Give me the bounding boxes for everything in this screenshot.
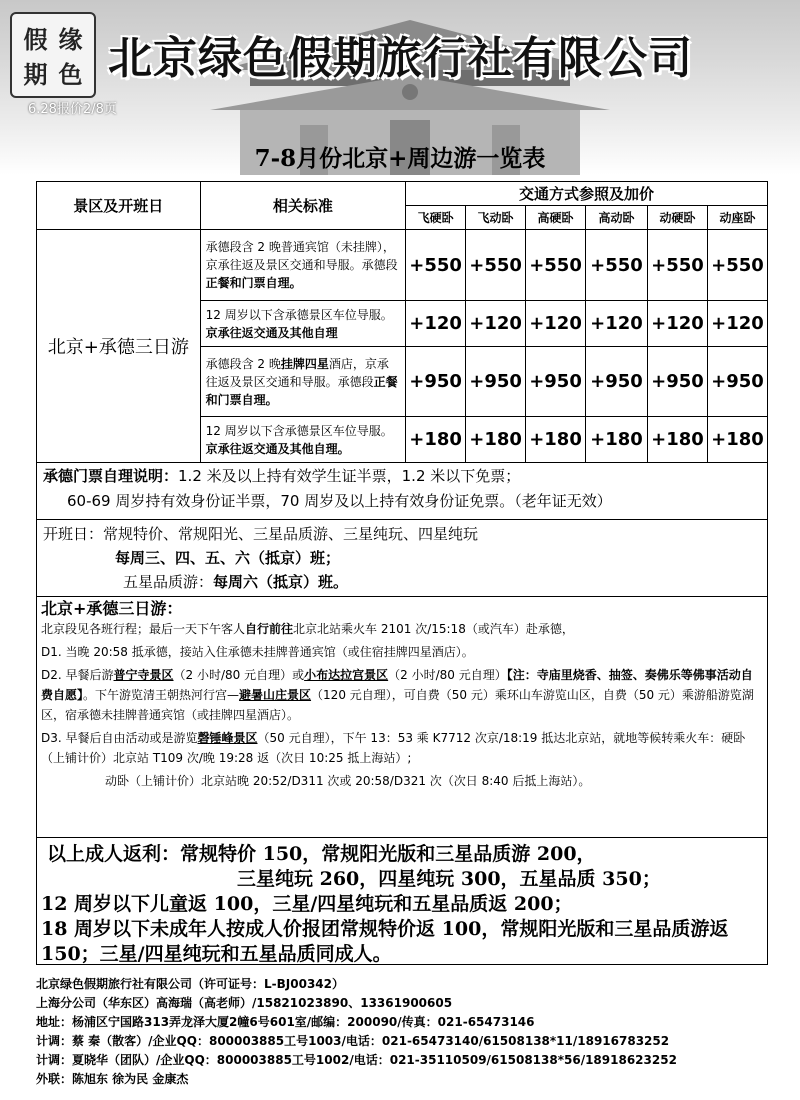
table-header-row (37, 182, 768, 206)
price-cell: +180 (586, 417, 648, 463)
price-table (36, 181, 768, 463)
schedule-line: 每周三、四、五、六（抵京）班； (115, 549, 341, 567)
price-cell: +120 (466, 301, 526, 347)
price-cell: +550 (406, 230, 466, 301)
price-cell: +550 (466, 230, 526, 301)
contact-footer (36, 975, 677, 1089)
transport-type: 高硬卧 (526, 206, 586, 230)
footer-line: 地址：杨浦区宁国路313弄龙泽大厦2幢6号601室/邮编：200090/传真：021-65473146 (36, 1015, 535, 1029)
price-cell: +120 (406, 301, 466, 347)
footer-line: 北京绿色假期旅行社有限公司（许可证号：L-BJ00342） (36, 977, 344, 991)
logo-char: 假 (23, 25, 48, 54)
rebate-info (36, 838, 768, 965)
standard-desc: 承德段含 2 晚挂牌四星酒店，京承往返及景区交通和导服。承德段正餐和门票自理。 (200, 347, 406, 417)
agency-logo (10, 12, 96, 98)
footer-line: 计调：蔡 秦（散客）/企业QQ：800003885工号1003/电话：021-65473140/61508138*11/18916783252 (36, 1034, 670, 1048)
transport-type: 动座卧 (707, 206, 767, 230)
col-header-standard: 相关标准 (200, 182, 406, 230)
standard-desc: 承德段含 2 晚普通宾馆（未挂牌），京承往返及景区交通和导服。承德段正餐和门票自理。 (200, 230, 406, 301)
price-cell: +550 (647, 230, 707, 301)
rebate-line: 12 周岁以下儿童返 100，三星/四星纯玩和五星品质返 200； (41, 893, 573, 915)
rebate-line: 以上成人返利：常规特价 150，常规阳光版和三星品质游 200， (47, 843, 596, 865)
page-subtitle: 7-8月份北京+周边游一览表 (254, 145, 546, 172)
footer-line: 计调：夏晓华（团队）/企业QQ：800003885工号1002/电话：021-35110509/61508138*56/18918623252 (36, 1053, 677, 1067)
price-cell: +180 (406, 417, 466, 463)
transport-type: 飞硬卧 (406, 206, 466, 230)
company-title: 北京绿色假期旅行社有限公司 (108, 33, 693, 84)
logo-char: 色 (58, 60, 83, 89)
price-cell: +950 (466, 347, 526, 417)
col-header-transport: 交通方式参照及加价 (406, 182, 768, 206)
price-cell: +180 (707, 417, 767, 463)
price-note: 6.28报价2/8页 (28, 102, 117, 117)
price-cell: +180 (647, 417, 707, 463)
footer-line: 外联：陈旭东 徐为民 金康杰 (36, 1072, 189, 1086)
ticket-note-label: 承德门票自理说明： (43, 467, 179, 485)
price-cell: +180 (526, 417, 586, 463)
price-cell: +950 (647, 347, 707, 417)
transport-type: 飞动卧 (466, 206, 526, 230)
price-cell: +550 (526, 230, 586, 301)
schedule-info (36, 520, 768, 597)
itinerary-paragraph: 动卧（上铺计价）北京站晚 20:52/D311 次或 20:58/D321 次（次日 8:40 后抵上海站）。 (105, 774, 591, 788)
price-cell: +950 (526, 347, 586, 417)
itinerary-paragraph: D2. 早餐后游普宁寺景区（2 小时/80 元自理）或小布达拉宫景区（2 小时/80 元自理）【注：寺庙里烧香、抽签、奏佛乐等佛事活动自费自愿】。下午游览清王朝热河行宫—避暑山庄景区（120 元自理），可自费（50 元）乘环山车游览山区，自费（50 元）乘游船游览湖区，宿承德未挂牌普通宾馆（或挂牌四星酒店）。 (41, 668, 754, 722)
rebate-line: 三星纯玩 260，四星纯玩 300，五星品质 350； (237, 868, 661, 890)
price-cell: +120 (647, 301, 707, 347)
table-row (37, 230, 768, 301)
route-name: 北京+承德三日游 (37, 230, 201, 463)
itinerary-title: 北京+承德三日游： (41, 599, 183, 618)
price-cell: +120 (707, 301, 767, 347)
price-cell: +950 (406, 347, 466, 417)
schedule-line: 五星品质游：每周六（抵京）班。 (123, 573, 349, 591)
itinerary-paragraph: D1. 当晚 20:58 抵承德，接站入住承德未挂牌普通宾馆（或住宿挂牌四星酒店）。 (41, 645, 474, 659)
col-header-scenic: 景区及开班日 (37, 182, 201, 230)
itinerary-paragraph: D3. 早餐后自由活动或是游览磬锤峰景区（50 元自理），下午 13：53 乘 K7712 次京/18:19 抵达北京站，就地等候转乘火车：硬卧（上铺计价）北京站 T109 次/晚 19:28 返（次日 10:25 抵上海站）; (41, 731, 746, 765)
standard-desc: 12 周岁以下含承德景区车位导服。京承往返交通及其他自理 (200, 301, 406, 347)
ticket-note-line: 60-69 周岁持有效身份证半票，70 周岁及以上持有效身份证免票。（老年证无效） (67, 492, 612, 510)
logo-char: 期 (23, 60, 48, 89)
transport-type: 动硬卧 (647, 206, 707, 230)
page-header (0, 0, 800, 175)
footer-line: 上海分公司（华东区）高海瑞（高老师）/15821023890、13361900605 (36, 996, 453, 1010)
standard-desc: 12 周岁以下含承德景区车位导服。京承往返交通及其他自理。 (200, 417, 406, 463)
price-cell: +180 (466, 417, 526, 463)
price-cell: +950 (707, 347, 767, 417)
transport-type: 高动卧 (586, 206, 648, 230)
ticket-note-line: 承德门票自理说明：1.2 米及以上持有效学生证半票，1.2 米以下免票； (43, 467, 521, 485)
price-cell: +550 (707, 230, 767, 301)
logo-char: 缘 (58, 25, 83, 54)
itinerary-paragraph: 北京段见各班行程；最后一天下午客人自行前往北京北站乘火车 2101 次/15:18（或汽车）赴承德， (41, 622, 574, 636)
price-cell: +950 (586, 347, 648, 417)
rebate-line: 18 周岁以下未成年人按成人价报团常规特价返 100，常规阳光版和三星品质游返 150；三星/四星纯玩和五星品质同成人。 (41, 918, 729, 965)
schedule-line: 开班日：常规特价、常规阳光、三星品质游、三星纯玩、四星纯玩 (43, 525, 479, 543)
ticket-note (36, 461, 768, 520)
price-cell: +120 (586, 301, 648, 347)
price-cell: +120 (526, 301, 586, 347)
price-cell: +550 (586, 230, 648, 301)
itinerary (36, 597, 768, 838)
